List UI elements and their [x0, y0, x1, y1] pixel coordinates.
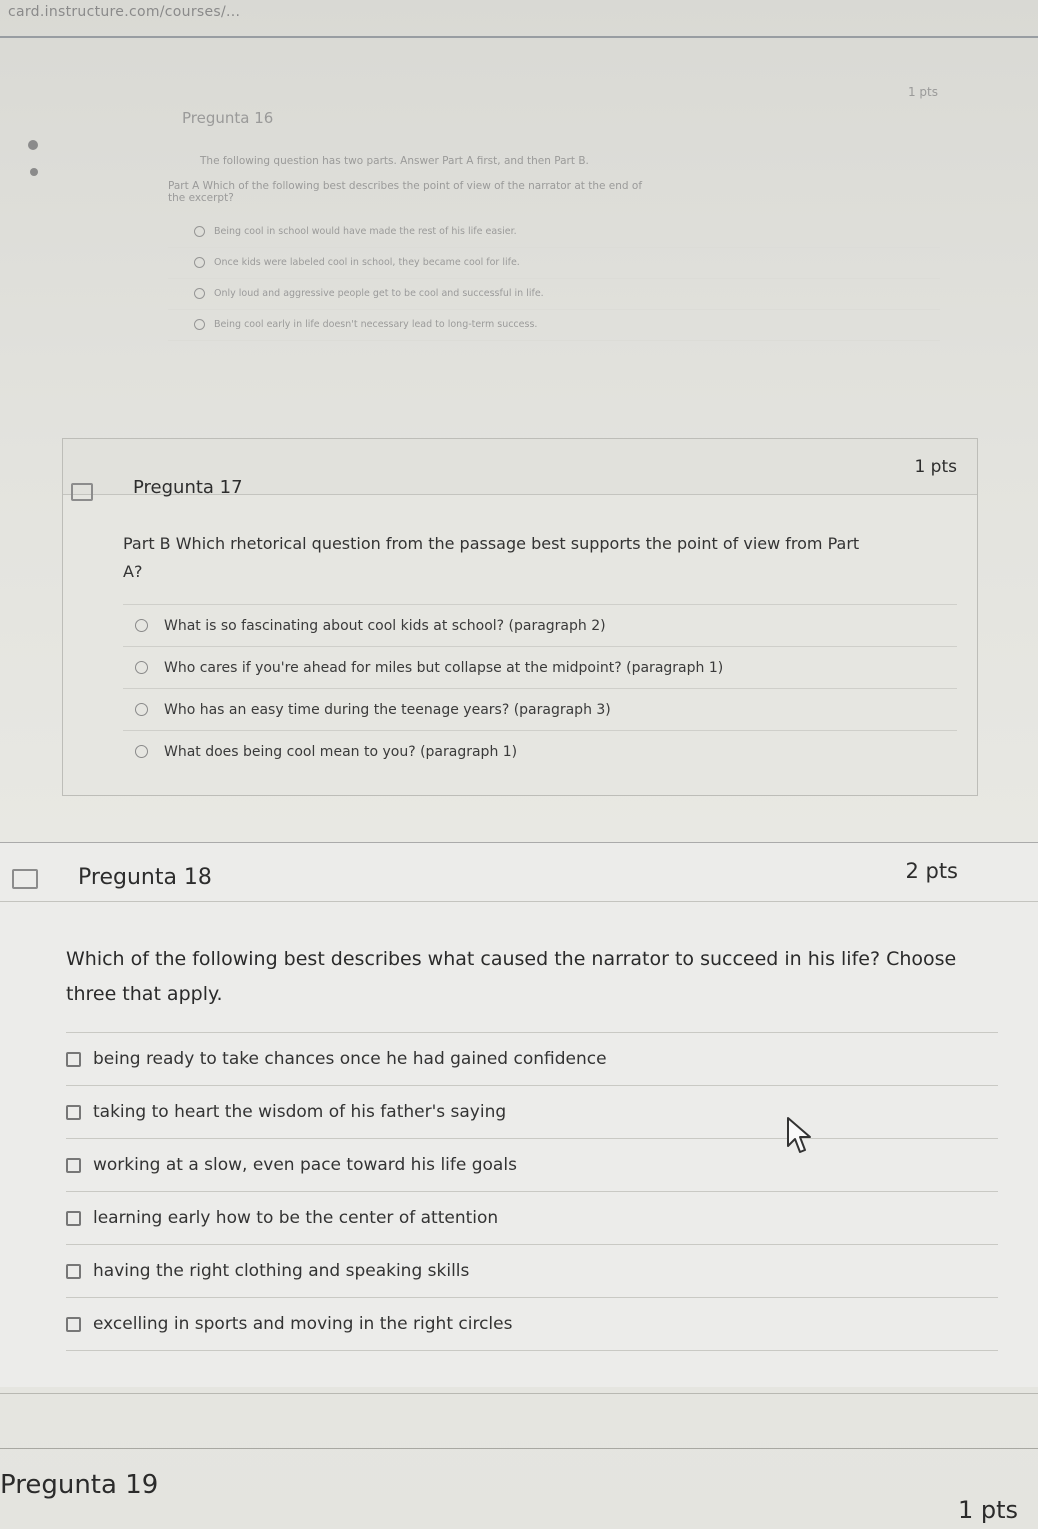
answer-label: Once kids were labeled cool in school, they became cool for life. [214, 257, 520, 269]
url-text: card.instructure.com/courses/... [8, 4, 241, 20]
answer-label: taking to heart the wisdom of his father's saying [93, 1102, 507, 1122]
question-header [63, 439, 977, 498]
question-header [110, 85, 940, 155]
answer-label: excelling in sports and moving in the right circles [93, 1314, 513, 1334]
answer-option[interactable] [123, 731, 957, 772]
radio-button[interactable] [135, 661, 148, 674]
radio-button[interactable] [135, 619, 148, 632]
answer-option[interactable] [66, 1298, 998, 1351]
question-title: Pregunta 19 [0, 1470, 159, 1500]
prompt-line: three that apply. [66, 983, 223, 1005]
answer-label: Being cool in school would have made the rest of his life easier. [214, 226, 517, 238]
answer-option[interactable] [66, 1139, 998, 1192]
answer-label: Being cool early in life doesn't necessary lead to long-term success. [214, 319, 538, 331]
question-points: 1 pts [914, 457, 957, 477]
answer-option[interactable] [66, 1245, 998, 1298]
prompt-line: The following question has two parts. Answer Part A first, and then Part B. [200, 155, 589, 167]
answer-option[interactable] [168, 248, 940, 279]
question-points: 1 pts [907, 85, 938, 99]
question-16 [110, 85, 940, 403]
answer-label: Who cares if you're ahead for miles but collapse at the midpoint? (paragraph 1) [164, 659, 724, 676]
radio-button[interactable] [135, 703, 148, 716]
checkbox[interactable] [66, 1105, 81, 1120]
question-title: Pregunta 18 [78, 865, 212, 890]
answer-option[interactable] [123, 605, 957, 647]
radio-button[interactable] [194, 226, 205, 237]
checkbox[interactable] [66, 1158, 81, 1173]
question-18 [0, 842, 1038, 1387]
section-divider [0, 1393, 1038, 1394]
answer-option[interactable] [123, 689, 957, 731]
flag-question-icon[interactable] [71, 483, 93, 501]
question-points: 1 pts [958, 1496, 1019, 1524]
answer-label: Only loud and aggressive people get to be cool and successful in life. [214, 288, 544, 300]
answer-label: What does being cool mean to you? (paragraph 1) [164, 743, 518, 760]
answer-label: What is so fascinating about cool kids at school? (paragraph 2) [164, 617, 606, 634]
radio-button[interactable] [194, 319, 205, 330]
answer-label: Who has an easy time during the teenage years? (paragraph 3) [164, 701, 611, 718]
question-points: 2 pts [905, 859, 958, 883]
radio-button[interactable] [194, 288, 205, 299]
checkbox[interactable] [66, 1052, 81, 1067]
answer-label: being ready to take chances once he had gained confidence [93, 1049, 607, 1069]
answer-option[interactable] [66, 1192, 998, 1245]
answer-option[interactable] [168, 217, 940, 248]
question-17 [62, 438, 978, 796]
answer-option[interactable] [66, 1033, 998, 1086]
question-title: Pregunta 17 [133, 477, 243, 498]
answer-option[interactable] [123, 647, 957, 689]
mouse-cursor-icon [786, 1116, 814, 1156]
answer-option[interactable] [168, 310, 940, 341]
question-prompt [123, 530, 957, 586]
answer-label: working at a slow, even pace toward his life goals [93, 1155, 517, 1175]
answer-label: having the right clothing and speaking skills [93, 1261, 470, 1281]
question-header [0, 843, 1038, 902]
answer-option[interactable] [168, 279, 940, 310]
prompt-line: the excerpt? [168, 192, 234, 205]
sidebar-dot-icon [28, 140, 38, 150]
radio-button[interactable] [135, 745, 148, 758]
answer-label: learning early how to be the center of attention [93, 1208, 499, 1228]
prompt-line: A? [123, 562, 143, 581]
prompt-line: Which of the following best describes what caused the narrator to succeed in his life? Choose [66, 948, 957, 970]
browser-url-bar[interactable] [0, 0, 1038, 38]
flag-question-icon[interactable] [12, 869, 38, 889]
prompt-line: Part A Which of the following best describes the point of view of the narrator at the end of [168, 179, 643, 192]
question-prompt [66, 942, 998, 1012]
radio-button[interactable] [194, 257, 205, 268]
checkbox[interactable] [66, 1211, 81, 1226]
answer-option[interactable] [66, 1086, 998, 1139]
url-bar-divider [0, 36, 1038, 38]
section-divider [0, 1448, 1038, 1449]
sidebar-dot-icon [30, 168, 38, 176]
checkbox[interactable] [66, 1264, 81, 1279]
question-title: Pregunta 16 [182, 109, 274, 127]
prompt-line: Part B Which rhetorical question from the passage best supports the point of view from Part [123, 534, 860, 553]
question-prompt [168, 155, 940, 205]
checkbox[interactable] [66, 1317, 81, 1332]
